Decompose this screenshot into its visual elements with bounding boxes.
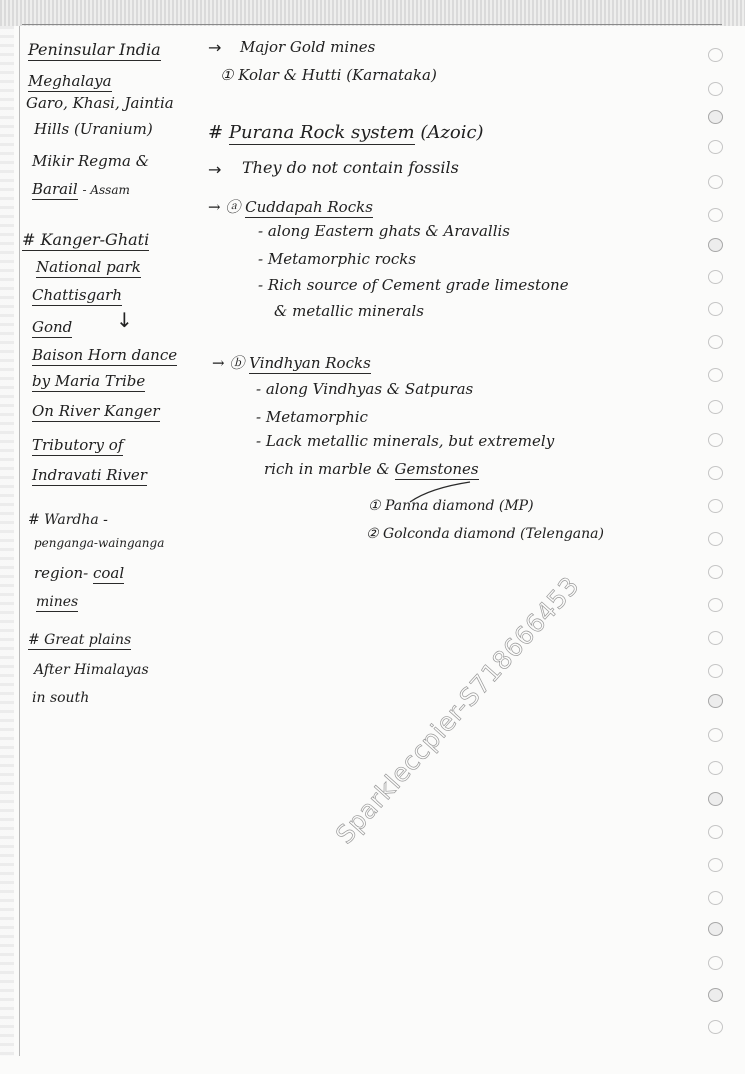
cuddapah-point-1: - along Eastern ghats & Aravallis bbox=[258, 222, 511, 240]
binding-hole bbox=[708, 956, 723, 970]
binding-hole bbox=[708, 238, 723, 252]
vindhyan-point-1: - along Vindhyas & Satpuras bbox=[256, 380, 474, 398]
hash-icon: # bbox=[208, 122, 224, 143]
binding-hole bbox=[708, 891, 723, 905]
fossils-text: They do not contain fossils bbox=[242, 158, 459, 177]
kolar-hutti-text: ① Kolar & Hutti (Karnataka) bbox=[220, 66, 437, 84]
marble-text: rich in marble & bbox=[264, 460, 390, 478]
assam-text: - Assam bbox=[82, 183, 130, 197]
binding-hole bbox=[708, 598, 723, 612]
binding-hole bbox=[708, 532, 723, 546]
vindhyan-point-4 bbox=[264, 460, 479, 478]
after-himalayas-line2: in south bbox=[32, 690, 90, 706]
watermark-text: Sparkleccpier-S718666453 bbox=[330, 570, 585, 850]
binding-hole bbox=[708, 792, 723, 806]
cuddapah-point-3: - Rich source of Cement grade limestone bbox=[258, 276, 569, 294]
barail-text: Barail bbox=[32, 180, 78, 198]
wardha-region-text: region- bbox=[34, 564, 89, 582]
baison-line3: On River Kanger bbox=[32, 402, 160, 420]
binding-hole bbox=[708, 1020, 723, 1034]
binding-hole bbox=[708, 175, 723, 189]
baison-line2: by Maria Tribe bbox=[32, 372, 146, 390]
scan-top-band bbox=[0, 0, 745, 26]
spiral-binding-holes bbox=[700, 30, 740, 1040]
vindhyan-point-2: - Metamorphic bbox=[256, 408, 368, 426]
baison-line1: Baison Horn dance bbox=[32, 346, 178, 364]
binding-hole bbox=[708, 270, 723, 284]
binding-hole bbox=[708, 82, 723, 96]
wardha-coal-text: coal bbox=[93, 564, 125, 582]
gemstones-text: Gemstones bbox=[394, 460, 479, 478]
binding-hole bbox=[708, 48, 723, 62]
binding-hole bbox=[708, 335, 723, 349]
binding-hole bbox=[708, 400, 723, 414]
vindhyan-point-3: - Lack metallic minerals, but extremely bbox=[256, 432, 555, 450]
binding-hole bbox=[708, 110, 723, 124]
indravati-text: Indravati River bbox=[32, 466, 147, 484]
binding-hole bbox=[708, 728, 723, 742]
vindhyan-heading bbox=[212, 352, 371, 373]
national-park-text: National park bbox=[36, 258, 141, 276]
binding-hole bbox=[708, 433, 723, 447]
cuddapah-heading bbox=[208, 196, 373, 217]
tributory-text: Tributory of bbox=[32, 436, 124, 454]
golconda-diamond-text: ② Golconda diamond (Telengana) bbox=[366, 526, 604, 542]
cuddapah-point-2: - Metamorphic rocks bbox=[258, 250, 417, 268]
great-plains-heading: # Great plains bbox=[28, 632, 132, 648]
wardha-mines-text: mines bbox=[36, 594, 79, 610]
wardha-line1: # Wardha - bbox=[28, 512, 108, 528]
binding-hole bbox=[708, 208, 723, 222]
binding-hole bbox=[708, 140, 723, 154]
gond-text: Gond bbox=[32, 318, 73, 336]
binding-hole bbox=[708, 466, 723, 480]
gold-mines-heading: Major Gold mines bbox=[240, 38, 376, 56]
garo-hills-line2: Hills (Uranium) bbox=[34, 120, 153, 138]
mikir-line1: Mikir Regma & bbox=[32, 152, 150, 170]
vindhyan-marker: → ⓑ bbox=[212, 354, 245, 372]
mikir-line2 bbox=[32, 180, 130, 198]
gold-arrow-icon: → bbox=[208, 38, 222, 57]
down-arrow-icon: ↓ bbox=[116, 308, 133, 332]
chattisgarh-text: Chattisgarh bbox=[32, 286, 123, 304]
binding-hole bbox=[708, 988, 723, 1002]
scan-left-edge bbox=[0, 26, 14, 1056]
binding-hole bbox=[708, 499, 723, 513]
wardha-line2: penganga-wainganga bbox=[34, 536, 165, 550]
binding-hole bbox=[708, 761, 723, 775]
binding-hole bbox=[708, 631, 723, 645]
binding-hole bbox=[708, 694, 723, 708]
meghalaya-heading: Meghalaya bbox=[28, 72, 112, 90]
purana-title: Purana Rock system bbox=[228, 122, 415, 143]
cuddapah-point-4: & metallic minerals bbox=[274, 302, 424, 320]
top-rule-line bbox=[22, 24, 722, 25]
binding-hole bbox=[708, 565, 723, 579]
after-himalayas-line1: After Himalayas bbox=[34, 662, 149, 678]
margin-rule-line bbox=[19, 26, 20, 1056]
vindhyan-title: Vindhyan Rocks bbox=[249, 354, 371, 372]
fossils-arrow-icon: → bbox=[208, 160, 222, 179]
binding-hole bbox=[708, 302, 723, 316]
cuddapah-title: Cuddapah Rocks bbox=[245, 198, 373, 216]
garo-hills-line1: Garo, Khasi, Jaintia bbox=[26, 94, 174, 112]
binding-hole bbox=[708, 858, 723, 872]
wardha-line3 bbox=[34, 564, 124, 582]
purana-azoic: (Azoic) bbox=[420, 122, 484, 143]
peninsular-india-heading: Peninsular India bbox=[28, 40, 161, 59]
cuddapah-marker: → ⓐ bbox=[208, 198, 241, 216]
panna-diamond-text: ① Panna diamond (MP) bbox=[368, 498, 534, 514]
kanger-ghati-heading: # Kanger-Ghati bbox=[22, 230, 150, 249]
binding-hole bbox=[708, 368, 723, 382]
purana-heading bbox=[208, 122, 484, 143]
binding-hole bbox=[708, 922, 723, 936]
binding-hole bbox=[708, 664, 723, 678]
binding-hole bbox=[708, 825, 723, 839]
